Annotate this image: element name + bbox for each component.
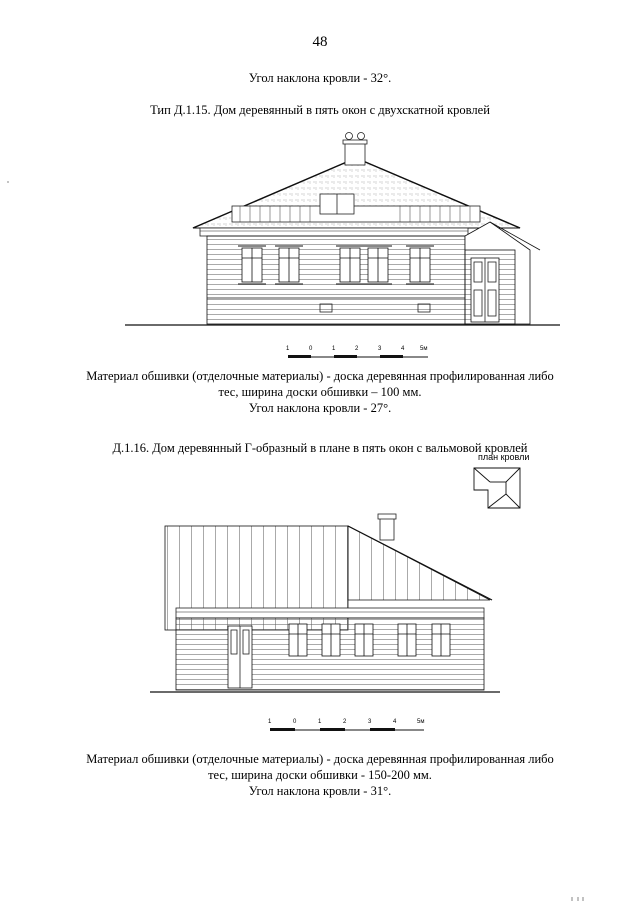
house1-scale-tick: 4: [401, 346, 405, 352]
house1-title: Тип Д.1.15. Дом деревянный в пять окон с двухскатной кровлей: [150, 103, 490, 117]
house2-elevation: [150, 514, 500, 692]
house1-material-line2: тес, ширина доски обшивки – 100 мм.: [218, 385, 422, 399]
house1-scale-bar: [288, 355, 428, 358]
house2-scale-bar: [270, 728, 424, 731]
house1-scale-tick: 0: [309, 346, 313, 352]
house2-title: Д.1.16. Дом деревянный Г-образный в плане в пять окон с вальмовой кровлей: [112, 441, 528, 455]
house2-roof-angle: Угол наклона кровли - 31°.: [248, 784, 392, 798]
top-roof-angle: Угол наклона кровли - 32°.: [248, 71, 392, 85]
house2-scale-tick: 4: [393, 719, 397, 725]
house1-scale-tick: 5м: [420, 346, 428, 352]
house1-roof-angle: Угол наклона кровли - 27°.: [248, 401, 392, 415]
house2-scale-tick: 0: [293, 719, 297, 725]
house1-scale-tick: 3: [378, 346, 382, 352]
house2-material-line2: тес, ширина доски обшивки - 150-200 мм.: [208, 768, 432, 782]
house1-elevation: [125, 133, 560, 326]
house1-material-line1: Материал обшивки (отделочные материалы) - доска деревянная профилированная либо: [86, 369, 554, 383]
house1-scale-tick: 1: [286, 346, 290, 352]
house2-scale-tick: 5м: [417, 719, 425, 725]
roof-plan-label: план кровли: [478, 452, 530, 462]
house2-scale-tick: 1: [318, 719, 322, 725]
house1-scale-tick: 1: [332, 346, 336, 352]
page-number: 48: [312, 34, 328, 50]
house2-scale-tick: 3: [368, 719, 372, 725]
house1-scale-tick: 2: [355, 346, 359, 352]
house2-material-line1: Материал обшивки (отделочные материалы) - доска деревянная профилированная либо: [86, 752, 554, 766]
roof-plan-diagram: [474, 468, 520, 508]
house2-scale-tick: 2: [343, 719, 347, 725]
house2-scale-tick: 1: [268, 719, 272, 725]
